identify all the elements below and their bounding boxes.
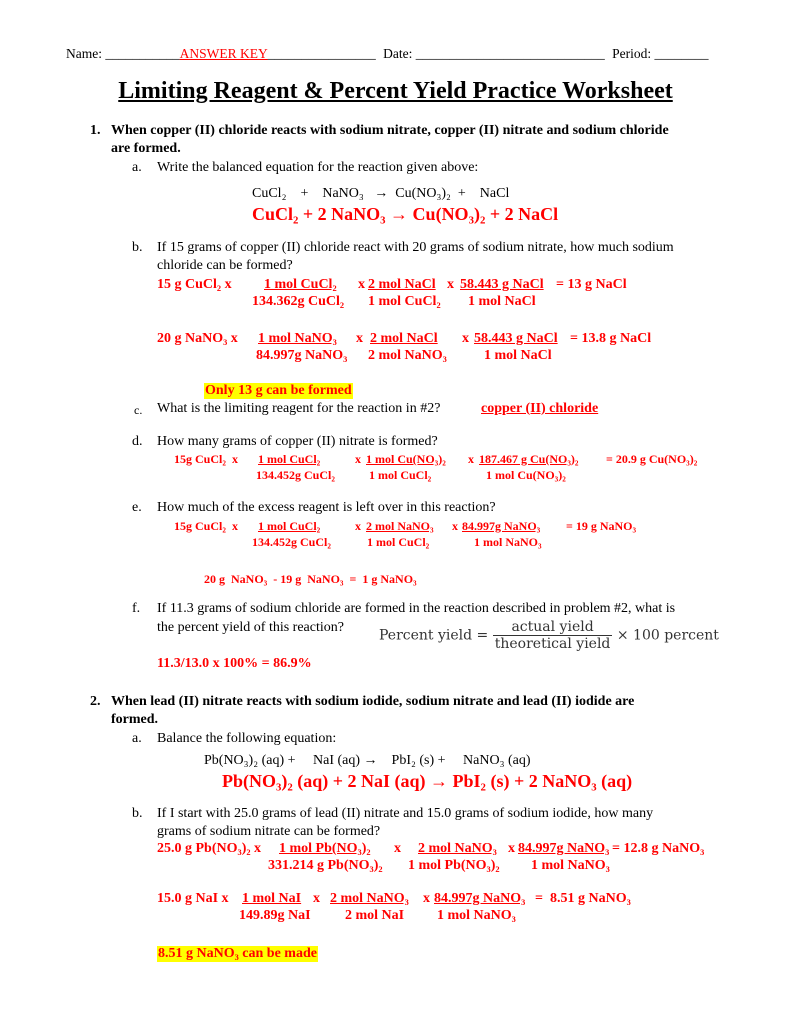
q1f-letter: f.	[132, 601, 141, 616]
q1b-calc2-num1: 1 mol NaNO₃	[258, 331, 337, 346]
formula-rhs: × 100 percent	[616, 627, 719, 644]
times-sign: x	[452, 519, 458, 533]
q2-prompt-line1: When lead (II) nitrate reacts with sodium iodide, sodium nitrate and lead (II) iodide are	[111, 694, 635, 709]
times-sign: x	[508, 841, 515, 856]
q1d-calc-num1: 1 mol CuCl₂	[258, 452, 321, 466]
q2b-calc1-den2: 1 mol Pb(NO₃)₂	[408, 858, 500, 873]
q2b-letter: b.	[132, 806, 143, 821]
q1e-calc-den3: 1 mol NaNO₃	[474, 535, 542, 549]
q1e-difference: 20 g NaNO₃ - 19 g NaNO₃ = 1 g NaNO₃	[204, 572, 417, 586]
header-fields	[66, 46, 709, 62]
q2b-calc1-num3: 84.997g NaNO₃	[518, 841, 610, 856]
q1b-letter: b.	[132, 240, 143, 255]
q1b-calc1-num3: 58.443 g NaCl	[460, 277, 544, 292]
q2b-calc1-den1: 331.214 g Pb(NO₃)₂	[268, 858, 383, 873]
q2b-prompt-line1: If I start with 25.0 grams of lead (II) nitrate and 15.0 grams of sodium iodide, how many	[157, 806, 654, 821]
q1f-prompt-line2: the percent yield of this reaction?	[157, 620, 344, 635]
q1b-calc1-den2: 1 mol CuCl₂	[368, 294, 441, 309]
q1e-letter: e.	[132, 500, 142, 515]
q1d-prompt: How many grams of copper (II) nitrate is formed?	[157, 434, 438, 449]
q1e-calc-num2: 2 mol NaNO₃	[366, 519, 434, 533]
q1b-calc2-den1: 84.997g NaNO₃	[256, 348, 348, 363]
q1e-calc-den2: 1 mol CuCl₂	[367, 535, 430, 549]
q2b-calc2-start: 15.0 g NaI x	[157, 891, 229, 906]
period-field: Period: ________	[612, 46, 709, 61]
times-sign: x	[356, 331, 363, 346]
q1e-calc-num1: 1 mol CuCl₂	[258, 519, 321, 533]
q2b-calc2-num1: 1 mol NaI	[242, 891, 302, 906]
times-sign: x	[355, 519, 361, 533]
formula-numerator: actual yield	[493, 619, 613, 636]
q1d-calc-num3: 187.467 g Cu(NO₃)₂	[479, 452, 579, 466]
times-sign: x	[355, 452, 361, 466]
q2-prompt-line2: formed.	[111, 712, 159, 727]
q2a-balanced-equation: Pb(NO₃)₂ (aq) + 2 NaI (aq) → PbI₂ (s) + 2 NaNO₃ (aq)	[222, 771, 633, 791]
q1b-calc2-result: = 13.8 g NaCl	[570, 331, 652, 346]
q2b-calc1-num1: 1 mol Pb(NO₃)₂	[279, 841, 371, 856]
q1f-answer: 11.3/13.0 x 100% = 86.9%	[157, 656, 312, 671]
times-sign: x	[394, 841, 401, 856]
q1-number: 1.	[90, 123, 101, 138]
formula-denominator: theoretical yield	[494, 636, 611, 652]
q1a-letter: a.	[132, 160, 142, 175]
q1a-balanced-equation: CuCl₂ + 2 NaNO₃ → Cu(NO₃)₂ + 2 NaCl	[252, 204, 559, 224]
q2b-calc1-start: 25.0 g Pb(NO₃)₂ x	[157, 841, 262, 856]
times-sign: x	[358, 277, 365, 292]
formula-fraction	[493, 619, 613, 652]
q2b-calc2-den1: 149.89g NaI	[239, 908, 311, 923]
times-sign: x	[423, 891, 430, 906]
times-sign: x	[447, 277, 454, 292]
q1b-calc1-den1: 134.362g CuCl₂	[252, 294, 345, 309]
q1d-calc-den1: 134.452g CuCl₂	[256, 468, 335, 482]
date-field: Date: ____________________________	[383, 46, 605, 61]
q1e-calc-den1: 134.452g CuCl₂	[252, 535, 331, 549]
q1e-calc-result: = 19 g NaNO₃	[566, 519, 637, 533]
times-sign: x	[313, 891, 320, 906]
q1b-calc2-start: 20 g NaNO₃ x	[157, 331, 238, 346]
q1d-calc-start: 15g CuCl₂ x	[174, 452, 238, 466]
q2a-unbalanced-equation: Pb(NO₃)₂ (aq) + NaI (aq) → PbI₂ (s) + NaNO₃ (aq)	[204, 753, 531, 768]
q1b-calc1-num1: 1 mol CuCl₂	[264, 277, 337, 292]
q1-prompt-line1: When copper (II) chloride reacts with sodium nitrate, copper (II) nitrate and sodium chloride	[111, 123, 669, 138]
formula-lhs: Percent yield =	[379, 627, 489, 644]
q1-prompt-line2: are formed.	[111, 141, 181, 156]
q2a-letter: a.	[132, 731, 142, 746]
q1b-calc1-num2: 2 mol NaCl	[368, 277, 436, 292]
q2b-calc1-num2: 2 mol NaNO₃	[418, 841, 497, 856]
q1b-prompt-line1: If 15 grams of copper (II) chloride react with 20 grams of sodium nitrate, how much sodium	[157, 240, 674, 255]
name-value: ANSWER KEY	[179, 46, 268, 61]
q1d-calc-result: = 20.9 g Cu(NO₃)₂	[606, 452, 698, 466]
name-label: Name: ___________	[66, 46, 180, 61]
q1b-calc2-num2: 2 mol NaCl	[370, 331, 438, 346]
q1b-calc1-den3: 1 mol NaCl	[468, 294, 536, 309]
q1a-prompt: Write the balanced equation for the reaction given above:	[157, 160, 479, 175]
q2b-calc2-den2: 2 mol NaI	[345, 908, 405, 923]
q2b-prompt-line2: grams of sodium nitrate can be formed?	[157, 824, 381, 839]
q2b-calc2-num2: 2 mol NaNO₃	[330, 891, 409, 906]
q2-number: 2.	[90, 694, 101, 709]
name-tail: ________________	[267, 46, 376, 61]
q2b-calc1-result: = 12.8 g NaNO₃	[612, 841, 705, 856]
q1b-calc1-start: 15 g CuCl₂ x	[157, 277, 232, 292]
q1e-calc-num3: 84.997g NaNO₃	[462, 519, 541, 533]
q1d-calc-den2: 1 mol CuCl₂	[369, 468, 432, 482]
times-sign: x	[468, 452, 474, 466]
q2b-calc1-den3: 1 mol NaNO₃	[531, 858, 610, 873]
q1e-prompt: How much of the excess reagent is left over in this reaction?	[157, 500, 496, 515]
page-title: Limiting Reagent & Percent Yield Practice Worksheet	[118, 78, 673, 104]
q1e-calc-start: 15g CuCl₂ x	[174, 519, 238, 533]
q1f-prompt-line1: If 11.3 grams of sodium chloride are formed in the reaction described in problem #2, what is	[157, 601, 676, 616]
q2b-calc2-num3: 84.997g NaNO₃	[434, 891, 526, 906]
q2b-conclusion: 8.51 g NaNO₃ can be made	[158, 946, 317, 961]
q1d-letter: d.	[132, 434, 143, 449]
times-sign: x	[462, 331, 469, 346]
q1a-unbalanced-equation: CuCl₂ + NaNO₃ → Cu(NO₃)₂ + NaCl	[252, 186, 510, 201]
q1c-answer: copper (II) chloride	[481, 401, 599, 416]
q2b-calc2-den3: 1 mol NaNO₃	[437, 908, 516, 923]
q1b-calc2-den3: 1 mol NaCl	[484, 348, 552, 363]
q1b-calc2-num3: 58.443 g NaCl	[474, 331, 558, 346]
q2b-calc2-result: = 8.51 g NaNO₃	[535, 891, 631, 906]
q1d-calc-num2: 1 mol Cu(NO₃)₂	[366, 452, 446, 466]
q1b-prompt-line2: chloride can be formed?	[157, 258, 293, 273]
q1c-prompt: What is the limiting reagent for the reaction in #2?	[157, 401, 441, 416]
q1b-calc1-result: = 13 g NaCl	[556, 277, 627, 292]
q1c-letter: c.	[134, 403, 143, 417]
percent-yield-formula	[379, 619, 719, 652]
q1d-calc-den3: 1 mol Cu(NO₃)₂	[486, 468, 566, 482]
q2a-prompt: Balance the following equation:	[157, 731, 337, 746]
q1b-calc2-den2: 2 mol NaNO₃	[368, 348, 447, 363]
q1b-conclusion: Only 13 g can be formed	[205, 383, 352, 398]
